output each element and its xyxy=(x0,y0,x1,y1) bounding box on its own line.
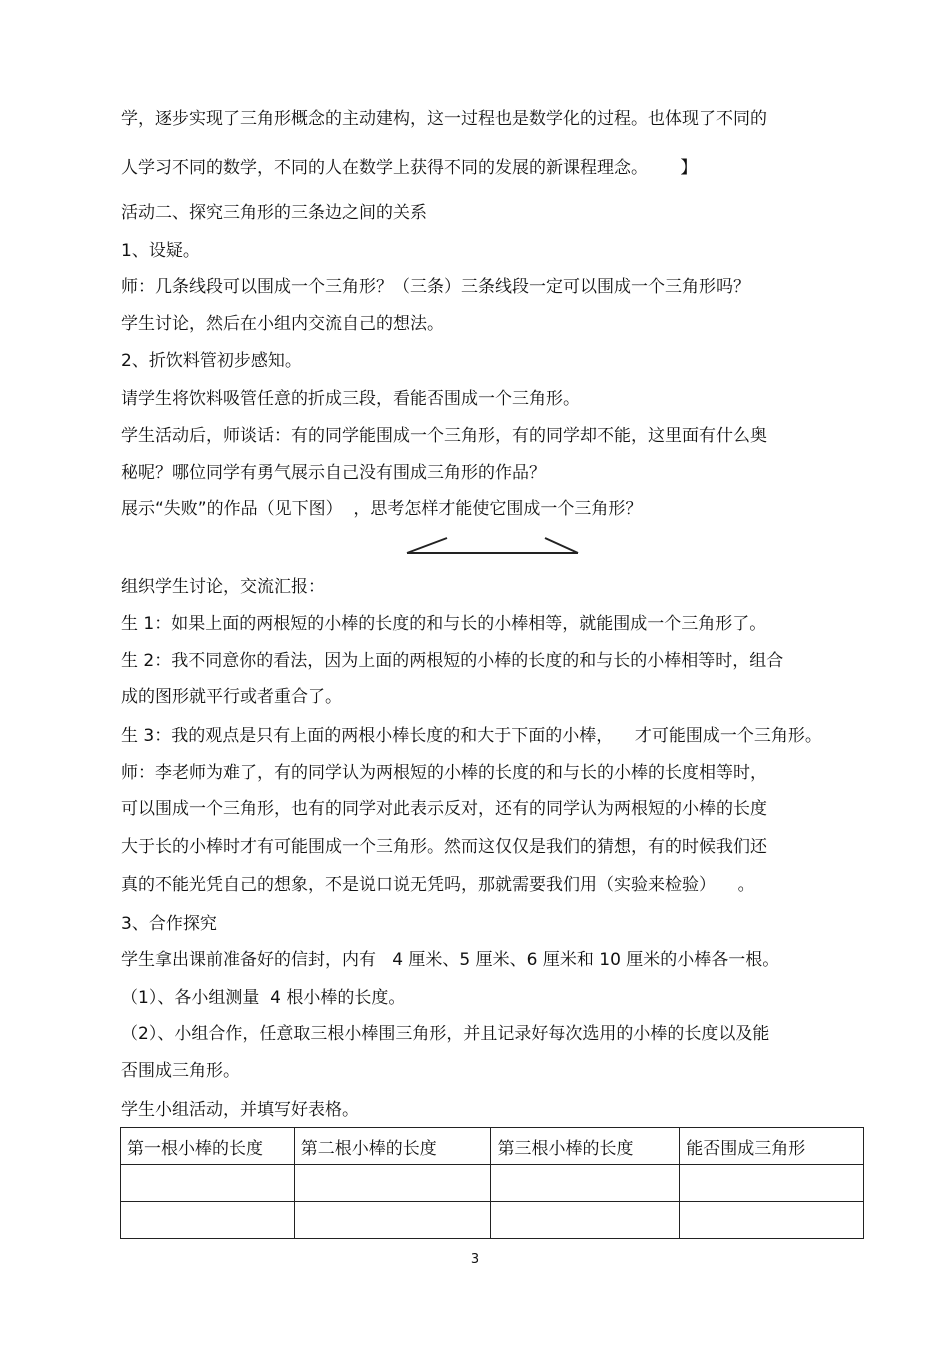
section-heading: 活动二、探究三角形的三条边之间的关系 xyxy=(121,203,427,223)
paragraph-line: 大于长的小棒时才有可能围成一个三角形。然而这仅仅是我们的猜想，有的时候我们还 xyxy=(121,837,767,857)
paragraph-line: 秘呢？哪位同学有勇气展示自己没有围成三角形的作品？ xyxy=(121,463,546,483)
table-row xyxy=(121,1202,864,1239)
step-heading: 3、合作探究 xyxy=(121,914,217,934)
failed-triangle-figure xyxy=(405,533,580,557)
table-cell xyxy=(294,1202,491,1239)
table-header-cell: 能否围成三角形 xyxy=(680,1128,864,1165)
table-header-row xyxy=(121,1128,864,1165)
paragraph-line: 学生拿出课前准备好的信封，内有 4 厘米、5 厘米、6 厘米和 10 厘米的小棒各一根。 xyxy=(121,950,780,970)
table-cell xyxy=(491,1165,680,1202)
paragraph-line: 否围成三角形。 xyxy=(121,1061,240,1081)
paragraph-line: 学生活动后，师谈话：有的同学能围成一个三角形，有的同学却不能，这里面有什么奥 xyxy=(121,426,767,446)
table-cell xyxy=(680,1202,864,1239)
step-heading: 1、设疑。 xyxy=(121,241,200,261)
short-stick-left xyxy=(407,538,447,553)
paragraph-line: 师：几条线段可以围成一个三角形？（三条）三条线段一定可以围成一个三角形吗？ xyxy=(121,277,750,297)
paragraph-line: 生 2：我不同意你的看法，因为上面的两根短的小棒的长度的和与长的小棒相等时，组合 xyxy=(121,651,784,671)
paragraph-line: 生 3：我的观点是只有上面的两根小棒长度的和大于下面的小棒， 才可能围成一个三角形。 xyxy=(121,726,822,746)
record-table xyxy=(120,1127,864,1239)
paragraph-line: （2）、小组合作，任意取三根小棒围三角形，并且记录好每次选用的小棒的长度以及能 xyxy=(121,1024,770,1044)
table-cell xyxy=(680,1165,864,1202)
page-number: 3 xyxy=(470,1252,480,1267)
table-cell xyxy=(121,1165,295,1202)
paragraph-line: 请学生将饮料吸管任意的折成三段，看能否围成一个三角形。 xyxy=(121,389,580,409)
short-stick-right xyxy=(545,538,578,553)
paragraph-line: 学生小组活动，并填写好表格。 xyxy=(121,1100,359,1120)
paragraph-line: 可以围成一个三角形，也有的同学对此表示反对，还有的同学认为两根短的小棒的长度 xyxy=(121,799,767,819)
step-heading: 2、折饮料管初步感知。 xyxy=(121,351,302,371)
paragraph-line: （1）、各小组测量 4 根小棒的长度。 xyxy=(121,988,406,1008)
paragraph-line: 师：李老师为难了，有的同学认为两根短的小棒的长度的和与长的小棒的长度相等时， xyxy=(121,763,767,783)
table-cell xyxy=(491,1202,680,1239)
table-cell xyxy=(121,1202,295,1239)
table-header-cell: 第一根小棒的长度 xyxy=(121,1128,295,1165)
table-header-cell: 第二根小棒的长度 xyxy=(294,1128,491,1165)
table-row xyxy=(121,1165,864,1202)
paragraph-line: 生 1：如果上面的两根短的小棒的长度的和与长的小棒相等，就能围成一个三角形了。 xyxy=(121,614,767,634)
table-header-cell: 第三根小棒的长度 xyxy=(491,1128,680,1165)
paragraph-line: 人学习不同的数学，不同的人在数学上获得不同的发展的新课程理念。 】 xyxy=(121,158,698,178)
table-cell xyxy=(294,1165,491,1202)
paragraph-line: 学生讨论，然后在小组内交流自己的想法。 xyxy=(121,314,444,334)
paragraph-line: 展示“失败”的作品（见下图） ，思考怎样才能使它围成一个三角形？ xyxy=(121,499,643,519)
paragraph-line: 真的不能光凭自己的想象，不是说口说无凭吗，那就需要我们用（实验来检验） 。 xyxy=(121,875,755,895)
paragraph-line: 成的图形就平行或者重合了。 xyxy=(121,687,342,707)
paragraph-line: 学，逐步实现了三角形概念的主动建构，这一过程也是数学化的过程。也体现了不同的 xyxy=(121,109,767,129)
paragraph-line: 组织学生讨论，交流汇报： xyxy=(121,577,325,597)
